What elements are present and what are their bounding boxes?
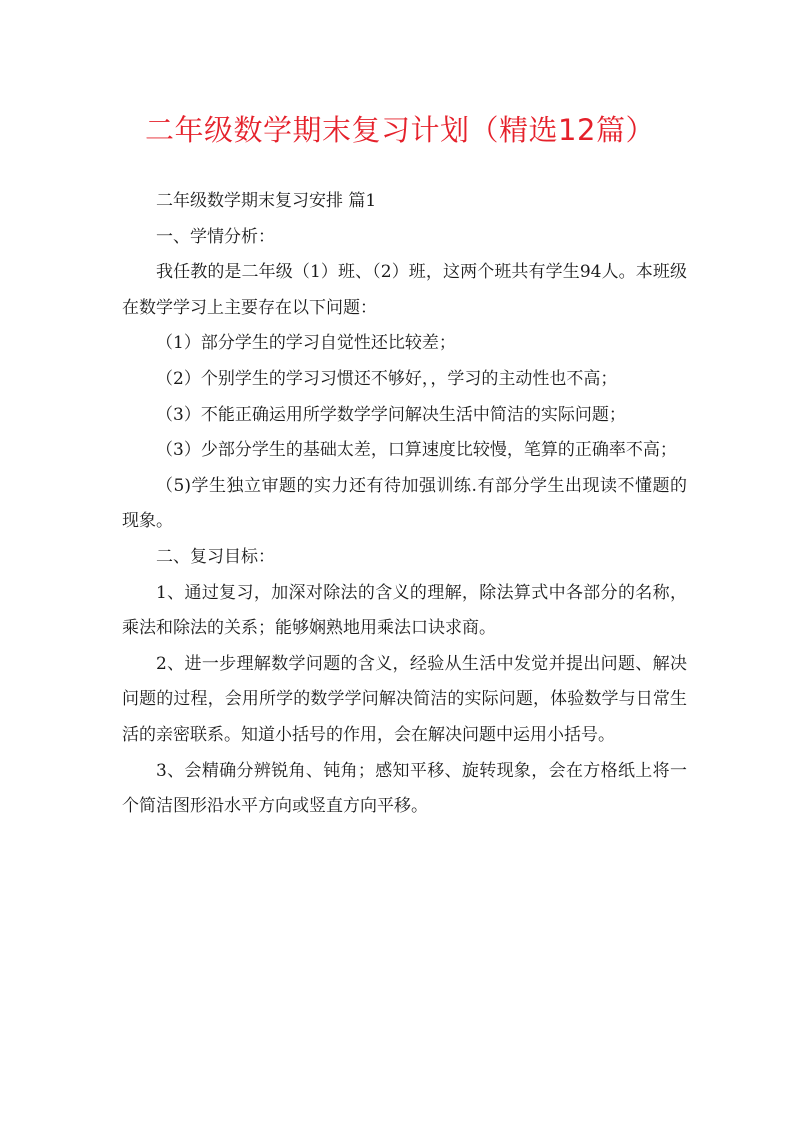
list-item: （2）个别学生的学习习惯还不够好，，学习的主动性也不高； [156,368,618,389]
list-item: （3）少部分学生的基础太差，口算速度比较慢，笔算的正确率不高； [156,440,677,461]
subsection-heading: 一、学情分析： [156,226,275,247]
paragraph: 3、会精确分辨锐角、钝角；感知平移、旋转现象，会在方格纸上将一个简洁图形沿水平方向或竖直方向平移。 [122,760,687,817]
paragraph: 我任教的是二年级（1）班、（2）班，这两个班共有学生94人。本班级在数学学习上主要存在以下问题： [122,262,687,318]
paragraph: 2、进一步理解数学问题的含义，经验从生活中发觉并提出问题、解决问题的过程，会用所学的数学学问解决简洁的实际问题，体验数学与日常生活的亲密联系。知道小括号的作用，会在解决问题中运用小括号。 [122,653,687,745]
list-item: （1）部分学生的学习自觉性还比较差； [156,333,456,354]
document-body [122,184,687,825]
list-item: （5)学生独立审题的实力还有待加强训练.有部分学生出现读不懂题的现象。 [122,475,687,532]
list-item: （3）不能正确运用所学数学学问解决生活中简洁的实际问题； [156,404,626,425]
paragraph: 1、通过复习，加深对除法的含义的理解，除法算式中各部分的名称，乘法和除法的关系；能够娴熟地用乘法口诀求商。 [122,582,687,639]
section-heading: 二年级数学期末复习安排 篇1 [156,191,377,211]
subsection-heading: 二、复习目标： [156,546,275,567]
document-title: 二年级数学期末复习计划（精选12篇） [145,113,655,147]
